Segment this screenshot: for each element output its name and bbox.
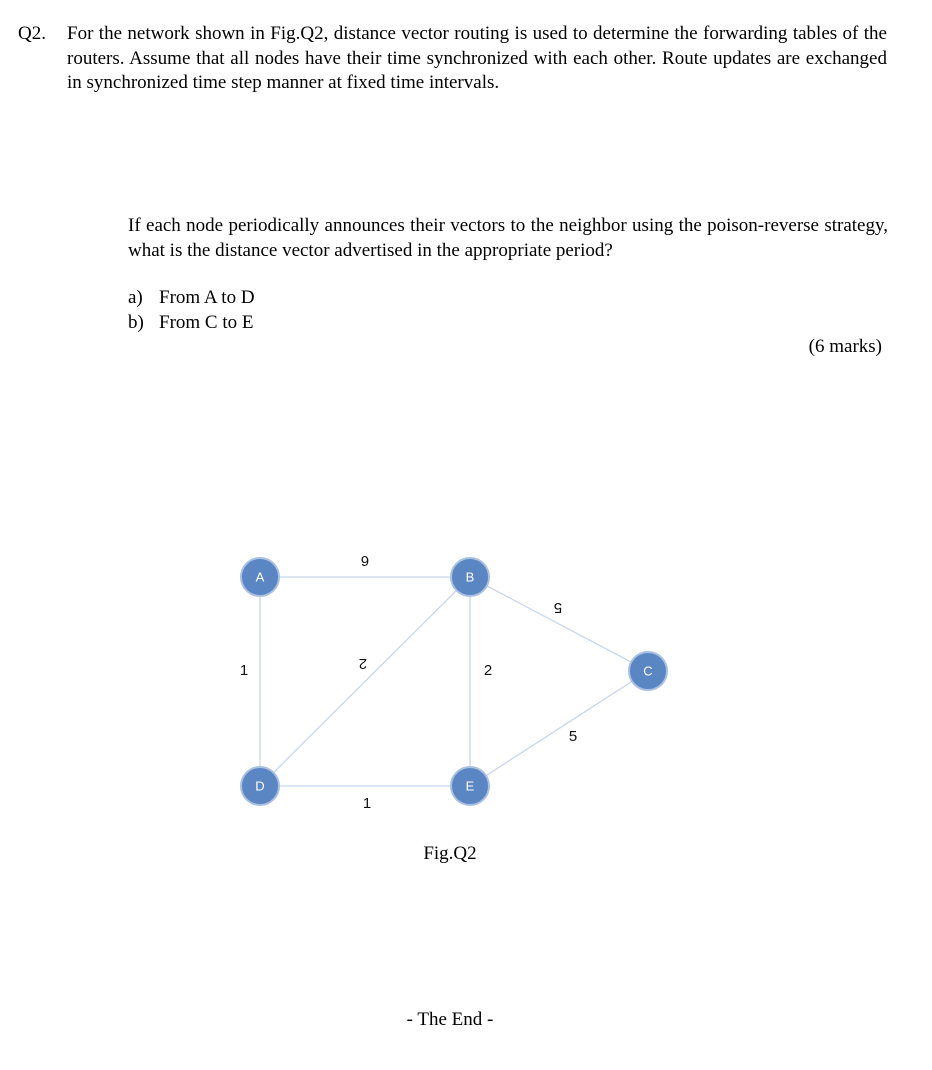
question-prompt: If each node periodically announces their vectors to the neighbor using the poison-reverse strategy, what is the distance vector advertised in the appropriate period? <box>128 215 888 261</box>
node-label-e: E <box>465 778 475 794</box>
part-b-text: From C to E <box>159 311 254 333</box>
edge-weight-d-b: 2 <box>358 655 368 673</box>
part-b <box>128 311 255 336</box>
figure-caption: Fig.Q2 <box>423 843 477 864</box>
part-a-text: From A to D <box>159 287 255 308</box>
question-number: Q2. <box>18 23 46 44</box>
node-label-d: D <box>255 778 265 794</box>
network-diagram <box>222 548 677 814</box>
node-c <box>629 652 667 690</box>
end-marker: - The End - <box>406 1009 494 1030</box>
diagram-background <box>222 548 677 814</box>
edge-weight-b-e: 2 <box>483 661 493 679</box>
part-a <box>128 286 255 311</box>
edge-weight-a-b: 6 <box>360 552 370 570</box>
network-figure <box>222 548 677 814</box>
marks-label: (6 marks) <box>808 336 882 357</box>
part-b-letter: b) <box>128 311 144 333</box>
question-intro: For the network shown in Fig.Q2, distance vector routing is used to determine the forwarding tables of the routers. Assume that all nodes have their time synchronized with each other. Route updates are exchanged in synchronized time step manner at fixed time intervals. <box>67 23 887 93</box>
edge-weight-d-e: 1 <box>362 794 372 812</box>
edge-weight-e-c: 5 <box>568 727 578 745</box>
node-label-b: B <box>465 569 475 585</box>
node-b <box>451 558 489 596</box>
edge-weight-a-d: 1 <box>239 661 249 679</box>
part-a-letter: a) <box>128 287 143 308</box>
node-label-a: A <box>255 569 265 585</box>
node-label-c: C <box>643 663 653 679</box>
node-e <box>451 767 489 805</box>
node-d <box>241 767 279 805</box>
question-parts <box>128 286 255 335</box>
node-a <box>241 558 279 596</box>
edge-weight-b-c: 5 <box>553 599 563 617</box>
